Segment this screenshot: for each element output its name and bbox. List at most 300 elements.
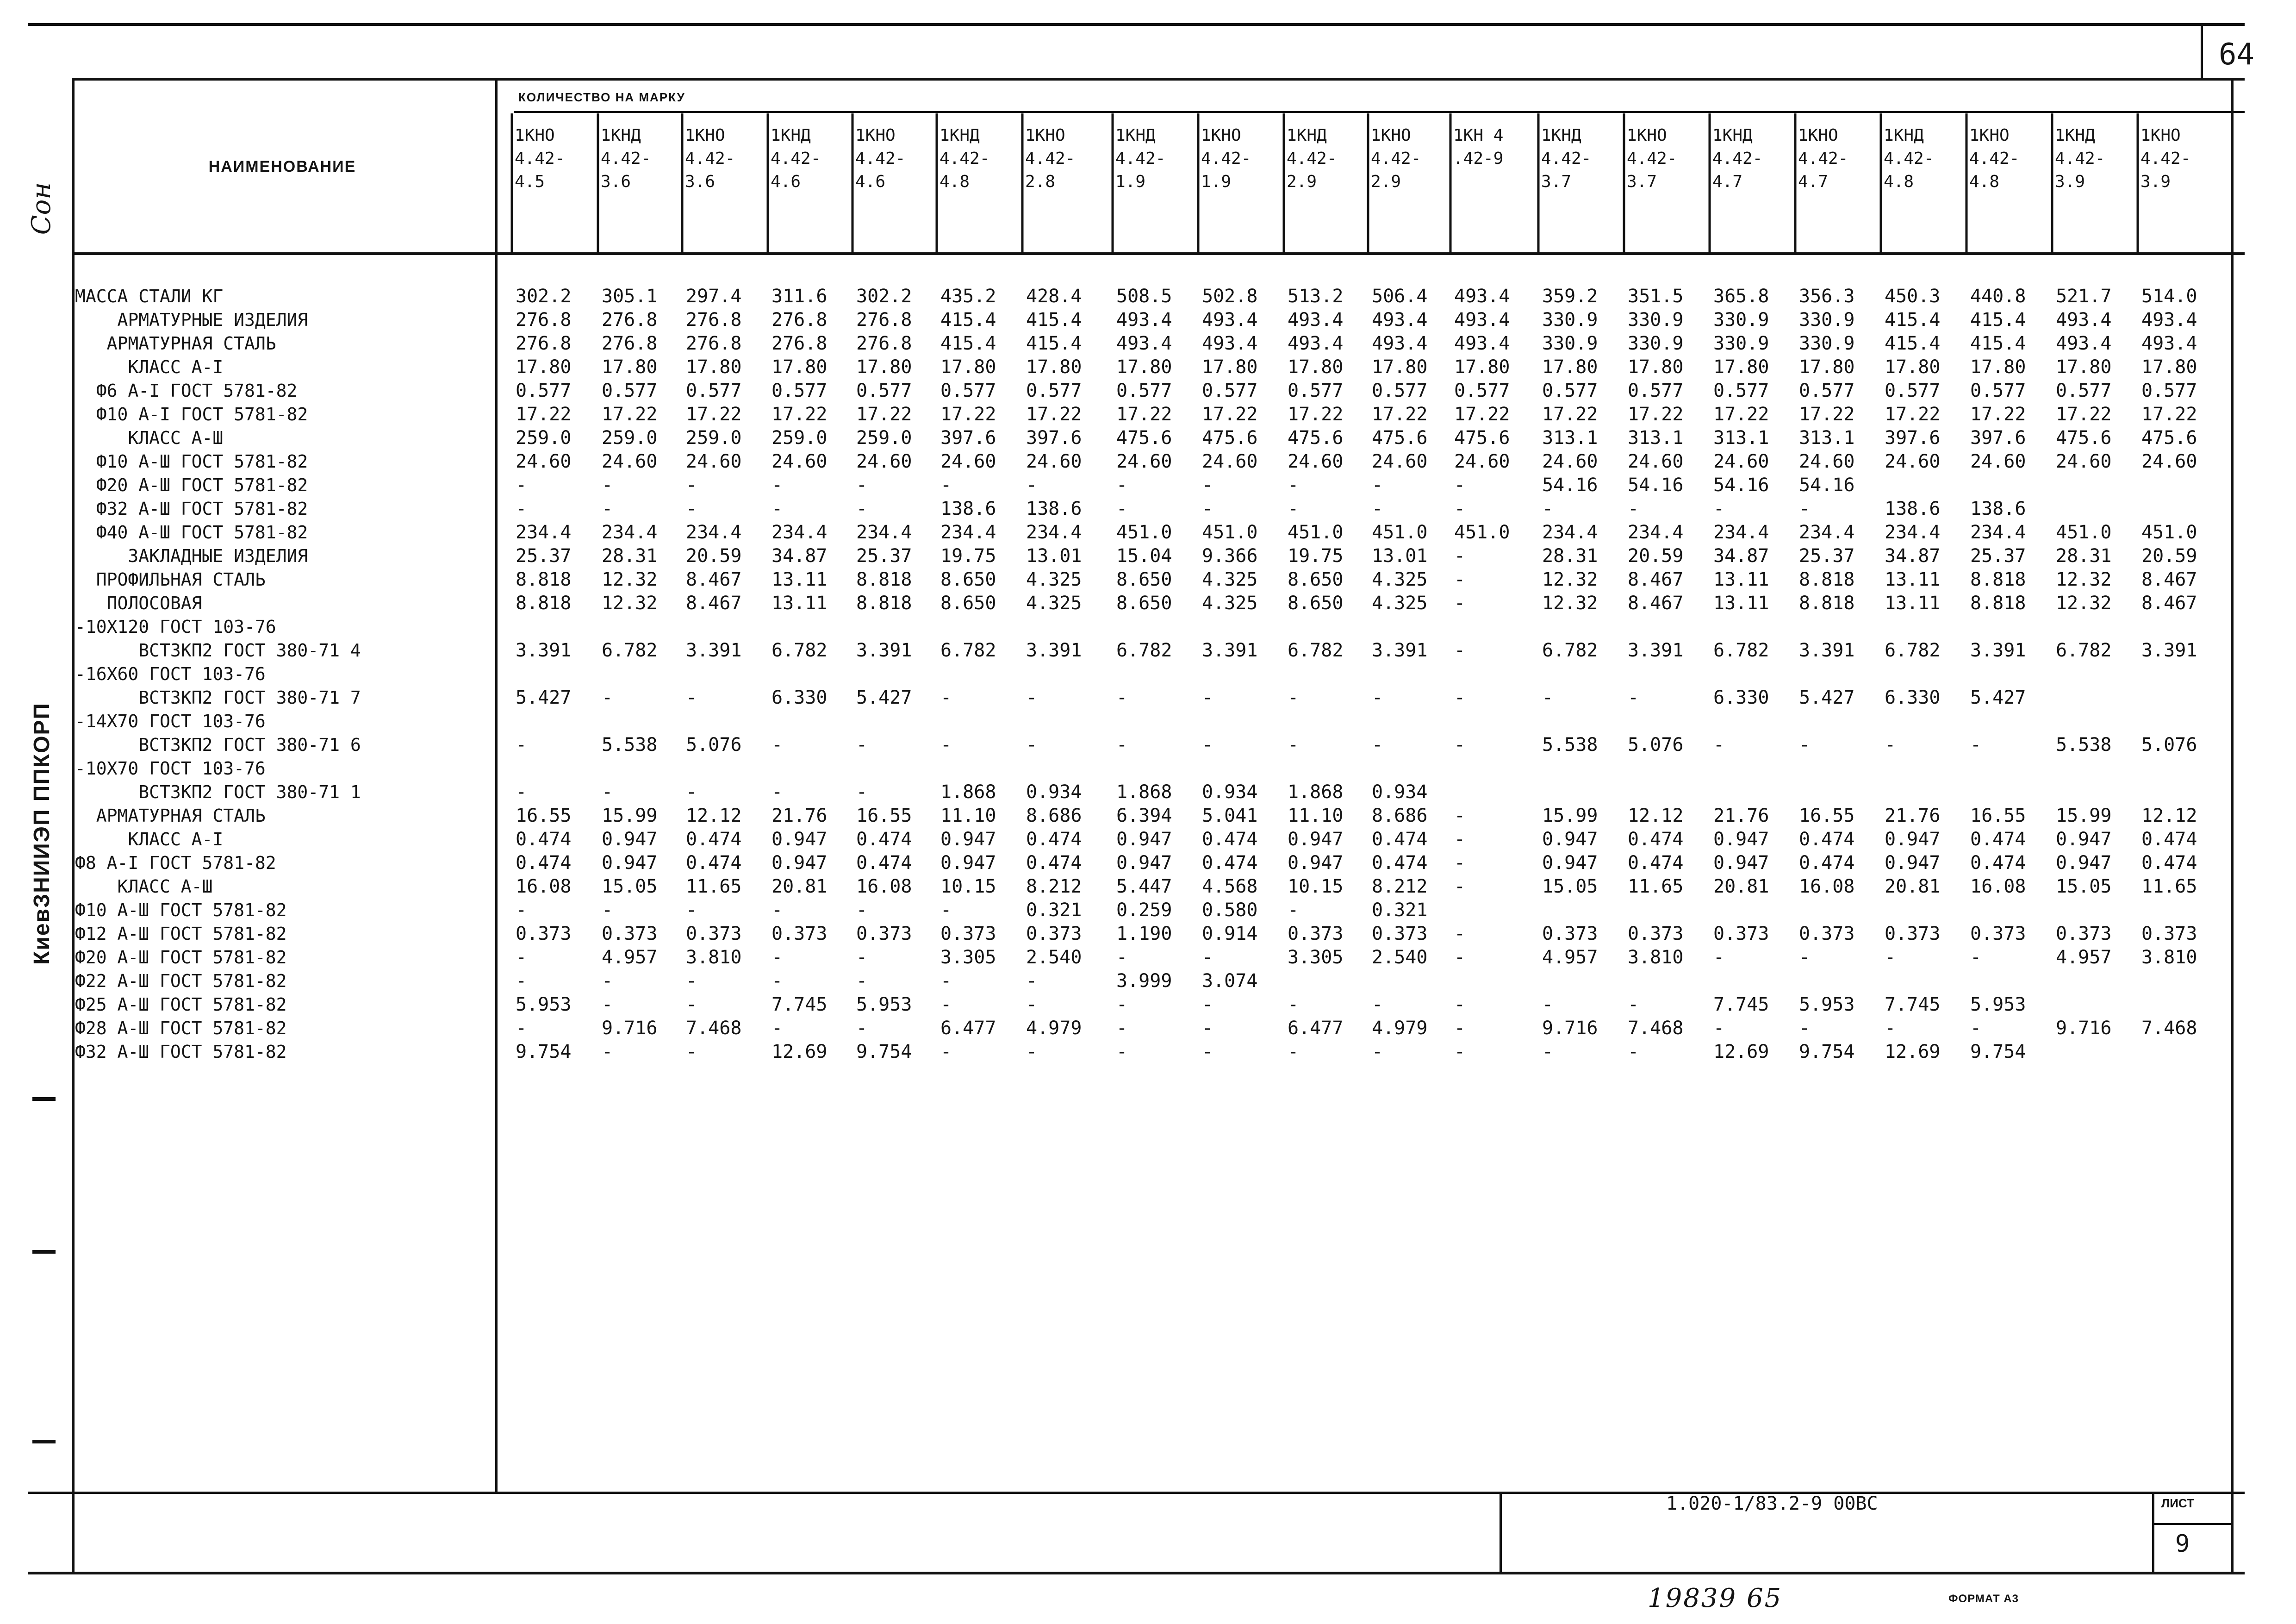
column-header: [1712, 124, 1762, 194]
table-cell: -: [602, 781, 613, 803]
column-header-line: 1КНО: [1371, 126, 1411, 145]
table-cell: 0.373: [1799, 923, 1855, 944]
table-cell: 330.9: [1542, 333, 1598, 354]
table-cell: -: [856, 475, 868, 496]
column-header: [940, 124, 989, 194]
table-cell: 1.190: [1116, 923, 1172, 944]
table-cell: 521.7: [2056, 286, 2112, 307]
row-label: Ф32 А-Ш ГОСТ 5781-82: [75, 1042, 287, 1062]
table-cell: 138.6: [1026, 498, 1082, 519]
table-cell: 0.474: [516, 829, 572, 850]
table-cell: 0.577: [1542, 380, 1598, 401]
table-cell: 4.325: [1372, 569, 1428, 590]
table-cell: 0.474: [686, 852, 742, 874]
table-cell: 20.59: [2141, 545, 2197, 567]
table-cell: 493.4: [1116, 309, 1172, 331]
table-cell: 276.8: [516, 309, 572, 331]
table-cell: 5.427: [856, 687, 912, 708]
table-cell: 0.373: [1885, 923, 1941, 944]
table-cell: 24.60: [1026, 451, 1082, 472]
column-header-line: 2.9: [1287, 172, 1317, 191]
column-header-line: 1КНО: [685, 126, 725, 145]
table-cell: 6.782: [1116, 640, 1172, 661]
table-cell: -: [1454, 829, 1466, 850]
column-header-line: 4.42-: [1287, 149, 1337, 168]
table-cell: 5.953: [516, 994, 572, 1015]
table-cell: 6.782: [1288, 640, 1344, 661]
table-cell: 259.0: [686, 427, 742, 449]
row-label: ЗАКЛАДНЫЕ ИЗДЕЛИЯ: [75, 546, 308, 566]
table-cell: 8.686: [1372, 805, 1428, 826]
table-cell: 0.934: [1202, 781, 1258, 803]
table-cell: 276.8: [772, 333, 828, 354]
row-label: Ф10 А-Ш ГОСТ 5781-82: [75, 900, 287, 920]
table-cell: 25.37: [1799, 545, 1855, 567]
table-cell: 17.22: [856, 404, 912, 425]
column-header-line: 1КНД: [1287, 126, 1327, 145]
column-header: [1025, 124, 1075, 194]
column-header-line: 1КНД: [1712, 126, 1753, 145]
column-header-line: 1КНД: [1115, 126, 1156, 145]
table-cell: 0.947: [1288, 829, 1344, 850]
table-cell: 330.9: [1713, 333, 1769, 354]
table-cell: 9.716: [602, 1018, 658, 1039]
table-cell: -: [1885, 947, 1896, 968]
table-cell: 6.330: [772, 687, 828, 708]
table-cell: 234.4: [1885, 522, 1941, 543]
table-cell: 13.11: [772, 569, 828, 590]
table-cell: 15.99: [602, 805, 658, 826]
column-header: [1884, 124, 1934, 194]
table-cell: -: [856, 1018, 868, 1039]
table-cell: 8.818: [1970, 569, 2026, 590]
table-cell: 415.4: [1885, 309, 1941, 331]
table-cell: 8.650: [1288, 569, 1344, 590]
table-cell: 313.1: [1628, 427, 1684, 449]
row-label: ВСТ3КП2 ГОСТ 380-71 6: [75, 735, 361, 755]
table-cell: 17.80: [1713, 356, 1769, 378]
table-cell: -: [1799, 947, 1811, 968]
table-cell: 311.6: [772, 286, 828, 307]
table-cell: -: [686, 970, 697, 992]
column-header-line: 4.8: [1884, 172, 1914, 191]
table-cell: 17.22: [1799, 404, 1855, 425]
column-header-line: 4.42-: [1371, 149, 1421, 168]
table-cell: 17.22: [1454, 404, 1510, 425]
table-cell: -: [856, 498, 868, 519]
table-cell: 6.477: [1288, 1018, 1344, 1039]
table-cell: 3.074: [1202, 970, 1258, 992]
table-cell: -: [1372, 994, 1383, 1015]
table-cell: 9.366: [1202, 545, 1258, 567]
column-header-line: 4.42-: [855, 149, 906, 168]
table-cell: -: [1454, 545, 1466, 567]
column-header-line: 4.42-: [1025, 149, 1076, 168]
table-cell: 12.12: [1628, 805, 1684, 826]
column-header-line: 4.42-: [601, 149, 651, 168]
table-cell: 6.330: [1885, 687, 1941, 708]
column-header-line: 4.42-: [1201, 149, 1251, 168]
table-cell: -: [1026, 687, 1038, 708]
table-cell: -: [1542, 687, 1554, 708]
table-cell: 451.0: [2056, 522, 2112, 543]
table-cell: -: [1116, 475, 1128, 496]
table-cell: 12.12: [686, 805, 742, 826]
table-cell: 0.474: [1970, 852, 2026, 874]
table-cell: 8.467: [686, 569, 742, 590]
table-cell: 17.22: [516, 404, 572, 425]
row-label: АРМАТУРНАЯ СТАЛЬ: [75, 806, 266, 826]
table-cell: 24.60: [1116, 451, 1172, 472]
name-column-header: НАИМЕНОВАНИЕ: [208, 157, 356, 175]
table-cell: 24.60: [1628, 451, 1684, 472]
table-cell: 13.01: [1372, 545, 1428, 567]
table-cell: -: [1970, 947, 1982, 968]
table-cell: 234.4: [940, 522, 996, 543]
table-cell: 0.947: [1713, 829, 1769, 850]
table-cell: 17.80: [1628, 356, 1684, 378]
table-cell: 8.650: [1116, 593, 1172, 614]
column-header-line: 4.42-: [1712, 149, 1763, 168]
table-cell: 5.427: [1970, 687, 2026, 708]
table-cell: 24.60: [1202, 451, 1258, 472]
table-cell: 8.467: [1628, 569, 1684, 590]
table-cell: 17.80: [1542, 356, 1598, 378]
table-cell: 5.076: [686, 734, 742, 756]
table-cell: -: [856, 947, 868, 968]
column-header-line: 1КНО: [1025, 126, 1065, 145]
table-cell: 506.4: [1372, 286, 1428, 307]
table-cell: 276.8: [602, 309, 658, 331]
column-header: [1541, 124, 1591, 194]
table-cell: -: [1799, 498, 1811, 519]
table-cell: 17.80: [772, 356, 828, 378]
table-cell: -: [1202, 1018, 1213, 1039]
table-cell: 0.474: [1628, 852, 1684, 874]
table-cell: -: [1372, 475, 1383, 496]
table-cell: 6.782: [940, 640, 996, 661]
row-label: Ф25 А-Ш ГОСТ 5781-82: [75, 994, 287, 1015]
table-cell: 8.467: [2141, 569, 2197, 590]
table-cell: 0.577: [1628, 380, 1684, 401]
column-header: [771, 124, 821, 194]
row-label: -10X120 ГОСТ 103-76: [75, 617, 276, 637]
table-cell: 2.540: [1026, 947, 1082, 968]
table-cell: 0.373: [1713, 923, 1769, 944]
table-cell: 21.76: [772, 805, 828, 826]
table-cell: 493.4: [1116, 333, 1172, 354]
table-cell: -: [602, 899, 613, 921]
table-cell: 415.4: [1026, 333, 1082, 354]
column-header-line: 1КНО: [855, 126, 896, 145]
table-cell: 28.31: [1542, 545, 1598, 567]
table-cell: 0.947: [772, 829, 828, 850]
table-cell: 0.577: [2056, 380, 2112, 401]
table-cell: 6.782: [772, 640, 828, 661]
row-label: -10X70 ГОСТ 103-76: [75, 758, 266, 779]
column-header-line: 4.42-: [1798, 149, 1848, 168]
table-cell: 493.4: [1454, 286, 1510, 307]
table-cell: 17.22: [1970, 404, 2026, 425]
table-cell: 16.08: [1799, 876, 1855, 897]
table-cell: 451.0: [1202, 522, 1258, 543]
column-header: [1287, 124, 1337, 194]
table-cell: 17.22: [940, 404, 996, 425]
table-cell: -: [1454, 1018, 1466, 1039]
table-cell: 0.474: [1799, 829, 1855, 850]
table-cell: 20.59: [1628, 545, 1684, 567]
column-header: [1453, 124, 1503, 170]
table-cell: 5.538: [2056, 734, 2112, 756]
sheet-number: 9: [2175, 1530, 2190, 1558]
table-cell: 11.65: [1628, 876, 1684, 897]
table-cell: 0.947: [1116, 829, 1172, 850]
row-label: МАССА СТАЛИ КГ: [75, 286, 224, 306]
column-header-line: 1.9: [1115, 172, 1146, 191]
table-cell: 330.9: [1542, 309, 1598, 331]
table-cell: 276.8: [516, 333, 572, 354]
table-cell: 10.15: [1288, 876, 1344, 897]
table-cell: -: [1454, 994, 1466, 1015]
table-cell: 0.474: [856, 829, 912, 850]
row-label: КЛАСС А-Ш: [75, 876, 213, 897]
table-cell: 6.782: [602, 640, 658, 661]
table-cell: -: [686, 899, 697, 921]
table-cell: 3.810: [1628, 947, 1684, 968]
table-cell: 4.957: [602, 947, 658, 968]
table-cell: -: [686, 994, 697, 1015]
table-cell: 0.947: [602, 829, 658, 850]
table-cell: 17.80: [1026, 356, 1082, 378]
side-signature: Сон: [26, 182, 57, 235]
table-cell: 415.4: [1970, 333, 2026, 354]
table-cell: 493.4: [2141, 333, 2197, 354]
table-cell: 15.05: [602, 876, 658, 897]
table-cell: 34.87: [1885, 545, 1941, 567]
table-cell: 1.868: [940, 781, 996, 803]
table-cell: -: [1799, 734, 1811, 756]
table-cell: -: [1454, 593, 1466, 614]
column-header: [515, 124, 565, 194]
table-cell: -: [1202, 498, 1213, 519]
table-cell: -: [1288, 498, 1299, 519]
table-cell: 0.577: [1454, 380, 1510, 401]
table-cell: -: [772, 498, 783, 519]
row-label: Ф12 А-Ш ГОСТ 5781-82: [75, 924, 287, 944]
column-header: [1798, 124, 1848, 194]
table-cell: -: [856, 781, 868, 803]
table-cell: 20.59: [686, 545, 742, 567]
row-label: Ф28 А-Ш ГОСТ 5781-82: [75, 1018, 287, 1038]
table-cell: 5.076: [1628, 734, 1684, 756]
table-cell: 0.321: [1026, 899, 1082, 921]
table-cell: 234.4: [686, 522, 742, 543]
table-cell: 24.60: [1542, 451, 1598, 472]
table-cell: 19.75: [940, 545, 996, 567]
table-cell: 0.474: [1372, 852, 1428, 874]
table-cell: -: [1454, 852, 1466, 874]
table-cell: 313.1: [1799, 427, 1855, 449]
table-cell: 0.577: [1799, 380, 1855, 401]
table-cell: 54.16: [1542, 475, 1598, 496]
table-cell: 0.474: [1372, 829, 1428, 850]
table-cell: 9.754: [516, 1041, 572, 1062]
table-cell: 24.60: [2056, 451, 2112, 472]
table-cell: -: [772, 899, 783, 921]
table-cell: 17.22: [1885, 404, 1941, 425]
table-cell: 17.80: [686, 356, 742, 378]
table-cell: 24.60: [772, 451, 828, 472]
sheet-label: ЛИСТ: [2161, 1496, 2194, 1510]
table-cell: 17.80: [1799, 356, 1855, 378]
table-cell: 6.782: [1713, 640, 1769, 661]
row-label: Ф20 А-Ш ГОСТ 5781-82: [75, 475, 308, 495]
table-cell: -: [1116, 1041, 1128, 1062]
format-label: ФОРМАТ А3: [1948, 1593, 2019, 1605]
table-cell: 0.373: [602, 923, 658, 944]
column-header: [601, 124, 651, 194]
table-cell: 234.4: [602, 522, 658, 543]
table-cell: 428.4: [1026, 286, 1082, 307]
table-cell: 475.6: [1202, 427, 1258, 449]
table-cell: 475.6: [2056, 427, 2112, 449]
table-cell: 7.468: [686, 1018, 742, 1039]
table-cell: 0.580: [1202, 899, 1258, 921]
table-cell: 4.568: [1202, 876, 1258, 897]
table-cell: 8.818: [516, 593, 572, 614]
column-header-line: 1КНО: [515, 126, 555, 145]
table-cell: 8.650: [940, 569, 996, 590]
table-cell: -: [1202, 687, 1213, 708]
column-header-line: 2.8: [1025, 172, 1056, 191]
table-cell: -: [1288, 899, 1299, 921]
table-cell: 8.818: [1799, 593, 1855, 614]
column-header: [685, 124, 735, 194]
table-cell: -: [1372, 498, 1383, 519]
table-cell: 8.212: [1026, 876, 1082, 897]
table-cell: 0.947: [1116, 852, 1172, 874]
table-cell: 12.32: [1542, 593, 1598, 614]
table-cell: 5.953: [1799, 994, 1855, 1015]
column-header-line: 1КНД: [1541, 126, 1581, 145]
table-cell: 17.22: [1202, 404, 1258, 425]
table-cell: 8.818: [856, 593, 912, 614]
quantity-header: КОЛИЧЕСТВО НА МАРКУ: [518, 90, 685, 104]
table-cell: 12.69: [1713, 1041, 1769, 1062]
table-cell: 0.947: [940, 829, 996, 850]
table-cell: -: [1372, 1041, 1383, 1062]
table-cell: 234.4: [1628, 522, 1684, 543]
column-header-line: 4.42-: [771, 149, 821, 168]
table-cell: 0.474: [1202, 829, 1258, 850]
table-cell: 0.947: [1288, 852, 1344, 874]
table-cell: 24.60: [1372, 451, 1428, 472]
column-header-line: 4.6: [771, 172, 801, 191]
table-cell: 12.32: [2056, 593, 2112, 614]
table-cell: -: [602, 1041, 613, 1062]
table-cell: 0.947: [2056, 852, 2112, 874]
column-header-line: 4.7: [1712, 172, 1743, 191]
table-cell: -: [516, 1018, 527, 1039]
column-header-line: 1КНД: [2055, 126, 2095, 145]
table-cell: 5.076: [2141, 734, 2197, 756]
table-cell: 259.0: [772, 427, 828, 449]
column-header-line: 3.6: [601, 172, 631, 191]
table-cell: 25.37: [856, 545, 912, 567]
table-cell: 397.6: [1885, 427, 1941, 449]
table-cell: -: [772, 781, 783, 803]
column-header-line: 1КНО: [1627, 126, 1667, 145]
table-cell: 17.22: [772, 404, 828, 425]
table-cell: 0.474: [2141, 852, 2197, 874]
table-cell: -: [1454, 498, 1466, 519]
table-cell: 415.4: [940, 333, 996, 354]
table-cell: 3.391: [2141, 640, 2197, 661]
column-header-line: 4.42-: [1115, 149, 1166, 168]
column-header-line: 4.42-: [1541, 149, 1592, 168]
table-cell: 5.538: [1542, 734, 1598, 756]
table-cell: 493.4: [1202, 309, 1258, 331]
column-header-line: 1КНО: [1201, 126, 1241, 145]
table-cell: 13.11: [1713, 569, 1769, 590]
table-cell: -: [1628, 498, 1639, 519]
table-cell: 0.373: [686, 923, 742, 944]
table-cell: -: [1026, 994, 1038, 1015]
table-cell: -: [1288, 475, 1299, 496]
table-cell: 17.22: [1288, 404, 1344, 425]
table-cell: 0.947: [602, 852, 658, 874]
table-cell: 17.80: [940, 356, 996, 378]
table-cell: 259.0: [856, 427, 912, 449]
table-cell: 451.0: [2141, 522, 2197, 543]
table-cell: 397.6: [1970, 427, 2026, 449]
table-cell: 451.0: [1454, 522, 1510, 543]
table-cell: -: [1372, 687, 1383, 708]
table-cell: -: [516, 781, 527, 803]
table-cell: 234.4: [1713, 522, 1769, 543]
table-cell: 5.427: [516, 687, 572, 708]
table-cell: -: [1713, 734, 1725, 756]
table-cell: 276.8: [602, 333, 658, 354]
table-cell: 24.60: [856, 451, 912, 472]
table-cell: 24.60: [1454, 451, 1510, 472]
table-cell: 17.22: [2056, 404, 2112, 425]
table-cell: -: [686, 1041, 697, 1062]
table-cell: 4.957: [1542, 947, 1598, 968]
table-cell: -: [1202, 1041, 1213, 1062]
column-header-line: 1.9: [1201, 172, 1232, 191]
column-header-line: 4.42-: [2140, 149, 2191, 168]
column-header-line: 3.6: [685, 172, 716, 191]
table-cell: 12.69: [772, 1041, 828, 1062]
table-cell: 330.9: [1799, 309, 1855, 331]
column-header-line: 4.42-: [2055, 149, 2105, 168]
table-cell: 16.08: [856, 876, 912, 897]
table-cell: -: [772, 475, 783, 496]
table-cell: 0.474: [856, 852, 912, 874]
table-cell: -: [1454, 1041, 1466, 1062]
table-cell: -: [1202, 734, 1213, 756]
table-cell: 4.325: [1026, 593, 1082, 614]
table-cell: 0.577: [1202, 380, 1258, 401]
table-cell: 0.947: [2056, 829, 2112, 850]
table-cell: 138.6: [940, 498, 996, 519]
table-cell: 0.373: [1628, 923, 1684, 944]
table-cell: 24.60: [1288, 451, 1344, 472]
table-cell: 276.8: [686, 333, 742, 354]
table-cell: 17.80: [1288, 356, 1344, 378]
table-cell: 16.55: [1799, 805, 1855, 826]
